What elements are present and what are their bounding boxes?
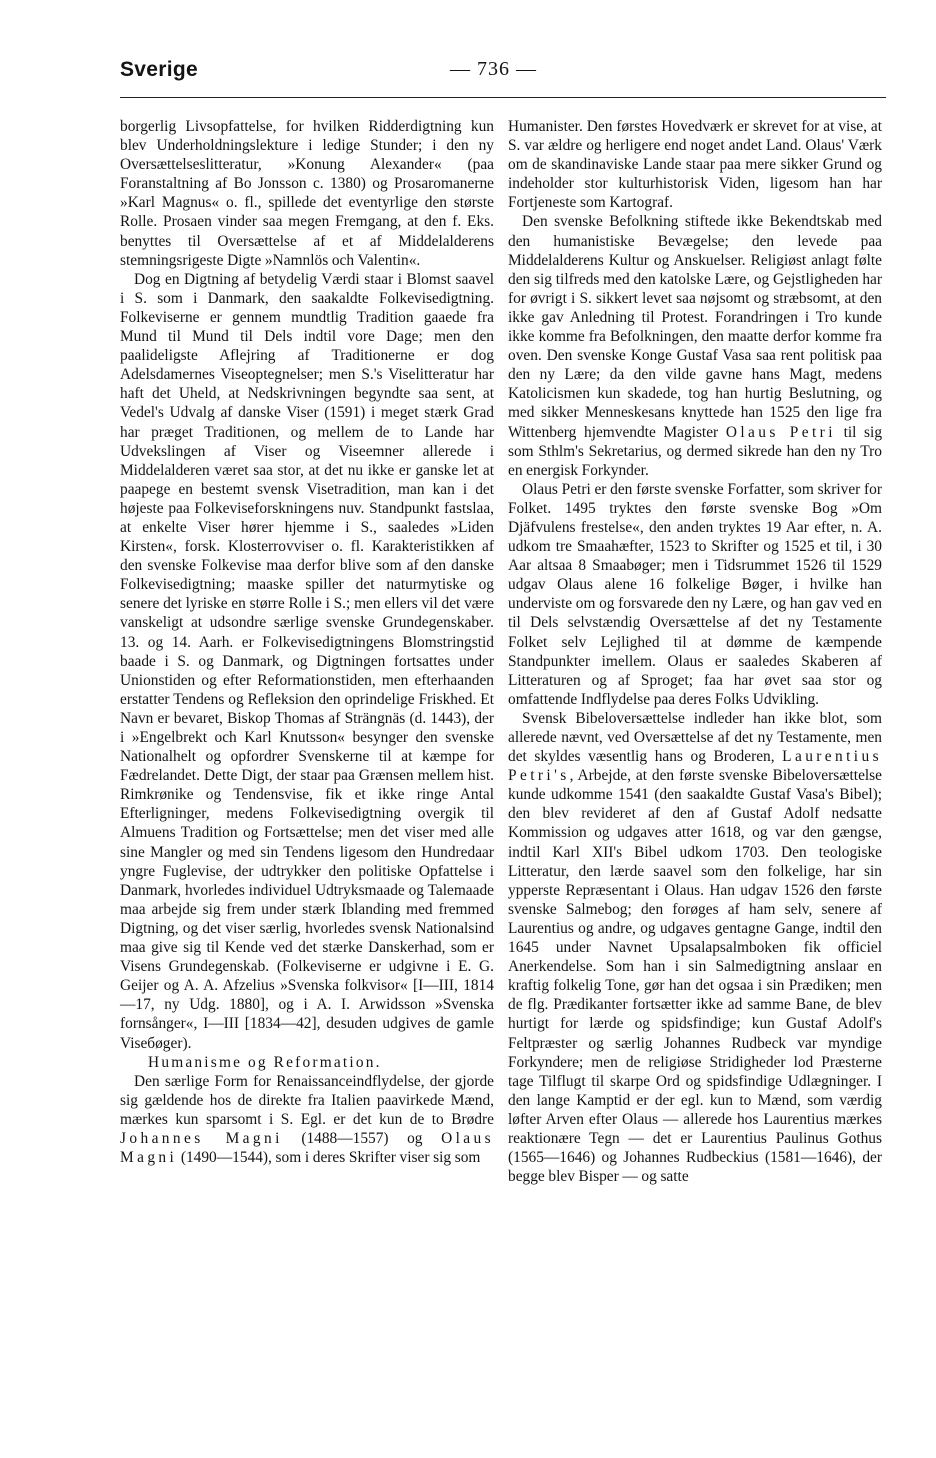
paragraph: [120, 1072, 494, 1167]
paragraph: Humanister. Den førstes Hovedværk er skrevet for at vise, at S. var ældre og herligere end noget andet Land. Olaus' Værk om de skandinaviske Lande staar paa mere sikker Grund og indeholder stor kulturhistorisk Viden, ligesom han har Fortjeneste som Kartograf.: [508, 118, 882, 212]
header-rule: [120, 97, 886, 98]
paragraph: Dog en Digtning af betydelig Værdi staar i Blomst saavel i S. som i Danmark, den saakaldte Folkevisedigtning. Folkeviserne er gennem mundtlig Tradition gaaede fra Mund til Mund til Dels indtil vore Dage; men den paalideligste Aflejring af Traditionerne er dog Adelsdamernes Viseoptegnelser; men S.'s Viselitteratur har haft det Uheld, at Nedskrivningen begyndte saa sent, at Vedel's Udvalg af danske Viser (1591) i meget stærk Grad har præget Traditionen, og mellem de to Lande har Udvekslingen af Viser og Viseemner allerede i Middelalderen været saa stor, at det nu ikke er ganske let at paapege en bestemt svensk Visetradition, man kan i det højeste paa Folkeviseforskningens nuv. Standpunkt fastslaa, at enkelte Viser hører hjemme i S., saaledes »Liden Kirsten«, forsk. Klosterrovviser o. fl. Karakteristikken af den svenske Folkevise maa derfor blive som af den danske Folkevisedigtning; maaske spiller det naturmytiske og senere det lyriske en større Rolle i S.; men ellers vil det være vanskeligt at udsondre særlige svenske Grundegenskaber. 13. og 14. Aarh. er Folkevisedigtningens Blomstringstid baade i S. og Danmark, og Digtningen fortsattes under Unionstiden og efter Reformationstiden, men efterhaanden erstatter Tendens og Refleksion den oprindelige Friskhed. Et Navn er bevaret, Biskop Thomas af Strängnäs (d. 1443), der i »Engelbrekt och Karl Knutsson« besynger den svenske Nationalhelt og opfordrer Svenskerne til at kæmpe for Fædrelandet. Dette Digt, der staar paa Grænsen mellem hist. Rimkrønike og Tendensvise, fik et ikke ringe Antal Efterligninger, medens Folkevisedigtning overgik til Almuens Tradition og Fortsættelse; men det viser med alle sine Mangler og med sin Tendens ligesom den Hundredaar yngre Fuglevise, der udtrykker den politiske Opfattelse i Danmark, hvorledes individuel Udtryksmaade og Talemaade maa arbejde sig frem under stærk Iblanding med fremmed Digtning, og det viser særlig, hvorledes svensk Nationalsind maa give sig til Kende ved det stærke Danskerhad, som er Visens Grundegenskab. (Folkeviserne er udgivne i E. G. Geijer og A. A. Afzelius »Svenska folkvisor« [I—III, 1814—17, ny Udg. 1880], og i A. I. Arwidsson »Svenska fornsånger«, I—III [1834—42], desuden udgives de gamle Viseбøger).: [120, 270, 494, 1052]
person-name: Laurentius Petri's: [508, 748, 882, 785]
person-name: Olaus Magni: [120, 1129, 494, 1167]
text-span: Den særlige Form for Renaissanceindflydelse, der gjorde sig gældende hos de direkte fra Italien paavirkede Mænd, mærkes kun sparsomt i S. Egl. er det kun de to Brødre: [120, 1072, 494, 1128]
left-column: [120, 117, 494, 1167]
page-number: — 736 —: [450, 58, 537, 80]
paragraph: [508, 212, 882, 479]
person-name: Olaus Petri: [725, 423, 836, 441]
paragraph: borgerlig Livsopfattelse, for hvilken Ridderdigtning kun blev Underholdningslekture i ledige Stunder; i den ny Oversættelseslitteratur, »Konung Alexander« (paa Foranstaltning af Bo Jonsson c. 1380) og Prosaromanerne »Karl Magnus« o. fl., spillede det eventyrlige den største Rolle. Prosaen vinder saa megen Fremgang, at den f. Eks. benyttes til Oversættelse af et af Middelalderens stemningsrigeste Digte »Namnlös och Valentin«.: [120, 118, 494, 269]
text-span: til sig som Sthlm's Sekretarius, og dermed sikrede han den ny Tro en energisk Forkynder.: [508, 423, 883, 479]
text-span: (1490—1544), som i deres Skrifter viser sig som: [180, 1149, 481, 1167]
text-span: , Arbejde, at den første svenske Bibeloversættelse kunde udkomme 1541 (den saakaldte Gustaf Vasa's Bibel); den blev revideret af den af Gustaf Adolf nedsatte Kommission og udgaves atter 1618, og var den gængse, indtil Karl XII's Bibel udkom 1703. Den teologiske Litteratur, den lærde saavel som den folkelige, har sin ypperste Repræsentant i Olaus. Han udgav 1526 den første svenske Salmebog; den forøges af ham selv, senere af Laurentius og andre, og udgaves gentagne Gange, indtil den 1645 under Navnet Upsalapsalmboken fik officiel Anerkendelse. Som han i sin Salmedigtning anslaar en kraftig folkelig Tone, gør han det ogsaa i sin Prædiken; men de flg. Prædikanter fortsætter ikke ad samme Bane, de blev hurtigt for lærde og spidsfindige; kun Gustaf Adolf's Feltpræster og særlig Johannes Rudbeck var myndige Forkyndere; men de religiøse Stridigheder lod Præsterne tage Tilflugt til skarpe Ord og spidsfindige Udlægninger. I den lange Kamptid er der egl. kun to Mænd, som værdig løfter Arven efter Olaus — allerede hos Laurentius mærkes reaktionære Tegn — det er Laurentius Paulinus Gothus (1565—1646) og Johannes Rudbeckius (1581—1646), der begge blev Bisper — og satte: [508, 767, 882, 1186]
text-span: Svensk Bibeloversættelse indleder han ikke blot, som allerede nævnt, ved Oversættelse af det ny Testamente, men det skyldes væsentlig hans og Broderen,: [508, 709, 882, 766]
text-span: (1488—1557) og: [301, 1129, 423, 1147]
paragraph: [508, 709, 882, 1186]
paragraph: Olaus Petri er den første svenske Forfatter, som skriver for Folket. 1495 tryktes den første svenske Bog »Om Djäfvulens frestelse«, den anden tryktes 19 Aar efter, n. A. udkom tre Smaahæfter, 1523 to Skrifter og 1525 et til, i 30 Aar altsaa 8 Smaabøger; men i Tidsrummet 1526 til 1529 udgav Olaus alene 16 folkelige Bøger, i hvilke han underviste om og forsvarede den ny Lære, og han gav ved en til Dels selvstændig Oversættelse af det ny Testamente Folket selv Lejlighed til at dømme de kæmpende Standpunkter imellem. Olaus er saaledes Skaberen af Litteraturen og af Sproget; faa har øvet saa stor og omfattende Indflydelse paa deres Folks Udvikling.: [508, 480, 882, 708]
text-span: Den svenske Befolkning stiftede ikke Bekendtskab med den humanistiske Bevægelse; den levede paa Middelalderens Kultur og Anskuelser. Religiøst anlagt følte den sig tilfreds med den katolske Lære, og Gejstligheden har for øvrigt i S. sikkert levet saa nøjsomt og stræbsomt, at den ikke gav Anledning til Protest. Forandringen i Tro kunde ikke komme fra Befolkningen, den maatte derfor komme fra oven. Den svenske Konge Gustaf Vasa saa rent politisk paa den ny Lære; da den vilde gavne hans Magt, medens Katolicismen kun skadede, tog han hurtig Beslutning, og med sikker Menneskesans knyttede han 1525 den lige fra Wittenberg hjemvendte Magister: [508, 213, 882, 441]
right-column: [508, 117, 882, 1186]
running-head: Sverige: [120, 58, 198, 81]
person-name: Johannes Magni: [120, 1129, 283, 1147]
section-heading: Humanisme og Reformation.: [148, 1053, 382, 1071]
page-header: [120, 58, 886, 92]
